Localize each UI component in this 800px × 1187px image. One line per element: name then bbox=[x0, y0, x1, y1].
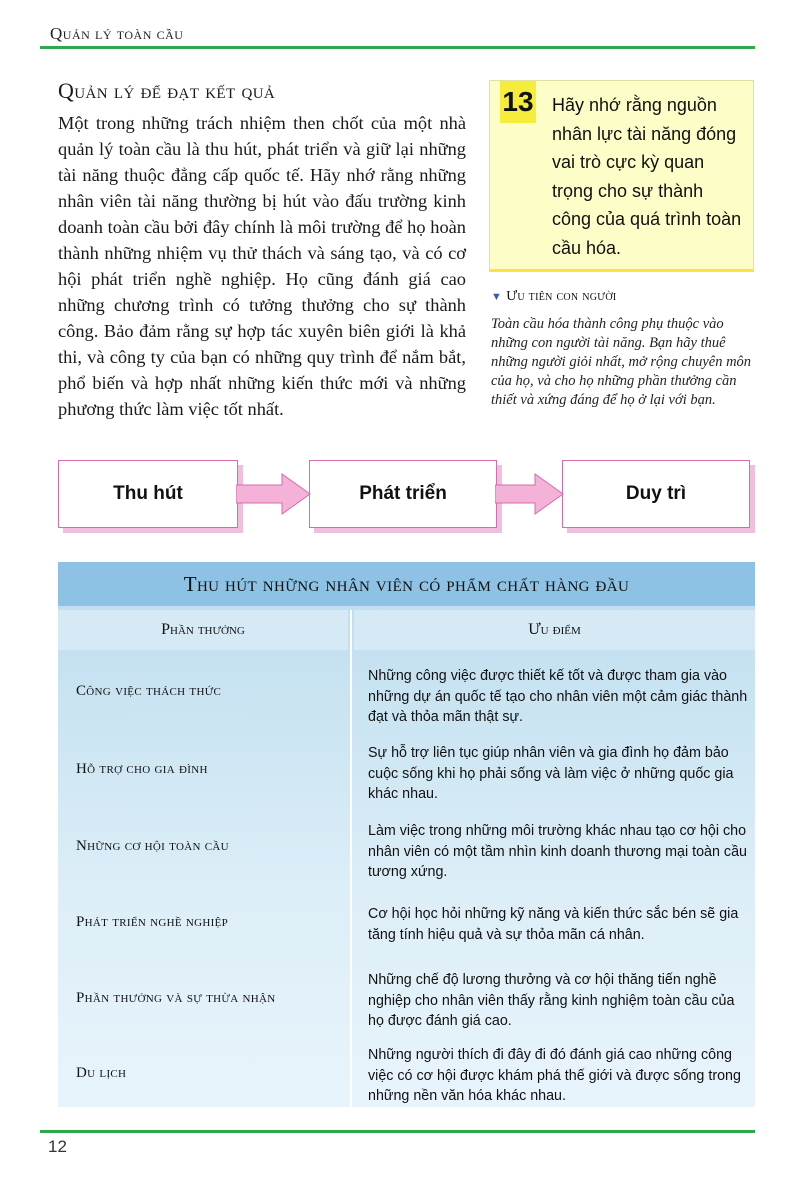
column-divider bbox=[350, 610, 352, 1107]
flow-step-retain: Duy trì bbox=[562, 460, 750, 528]
caption-title-text: Ưu tiên con người bbox=[506, 289, 617, 304]
flow-step-attract: Thu hút bbox=[58, 460, 238, 528]
table-row-reward: Du lịch bbox=[76, 1065, 127, 1081]
running-header: Quản lý toàn cầu bbox=[50, 24, 184, 43]
tip-box bbox=[489, 80, 754, 272]
caption-title bbox=[491, 289, 617, 305]
table-title: Thu hút những nhân viên có phẩm chất hàng đầu bbox=[58, 562, 755, 606]
table-row-benefit: Những người thích đi đây đi đó đánh giá cao những công việc có cơ hội được khám phá thế giới và được sống trong những nền văn hóa khác nhau. bbox=[368, 1047, 741, 1104]
table-row-reward: Phát triển nghề nghiệp bbox=[76, 914, 229, 930]
table-row-benefit: Làm việc trong những môi trường khác nhau tạo cơ hội cho nhân viên có một tầm nhìn kinh doanh thương mại toàn cầu tương xứng. bbox=[368, 823, 747, 880]
table-row-benefit: Những công việc được thiết kế tốt và được tham gia vào những dự án quốc tế tạo cho nhân viên một cảm giác thành đạt và thỏa mãn thật sự. bbox=[368, 668, 748, 725]
footer-rule bbox=[40, 1130, 755, 1133]
tip-number: 13 bbox=[500, 81, 536, 123]
arrow-right-icon bbox=[495, 472, 565, 516]
table-row-benefit: Sự hỗ trợ liên tục giúp nhân viên và gia đình họ đảm bảo cuộc sống khi họ phải sống và làm việc ở những quốc gia khác nhau. bbox=[368, 745, 734, 802]
page-number: 12 bbox=[48, 1137, 67, 1156]
column-header-reward: Phần thưởng bbox=[58, 610, 348, 650]
header-rule bbox=[40, 46, 755, 49]
table-row-reward: Những cơ hội toàn cầu bbox=[76, 838, 229, 854]
triangle-down-icon: ▼ bbox=[491, 291, 503, 303]
table-row-reward: Phần thưởng và sự thừa nhận bbox=[76, 990, 276, 1006]
flow-step-develop: Phát triển bbox=[309, 460, 497, 528]
arrow-right-icon bbox=[236, 472, 312, 516]
caption-text: Toàn cầu hóa thành công phụ thuộc vào những con người tài năng. Bạn hãy thuê những người giỏi nhất, mở rộng chuyên môn của họ, và cho họ những phần thưởng cần thiết và xứng đáng để họ ở lại với bạn. bbox=[491, 316, 752, 408]
column-header-benefit: Ưu điểm bbox=[354, 610, 755, 650]
table-row-benefit: Những chế độ lương thưởng và cơ hội thăng tiến nghề nghiệp cho nhân viên thấy rằng kinh nghiệm toàn cầu của họ được đánh giá cao. bbox=[368, 972, 735, 1029]
section-heading: Quản lý để đạt kết quả bbox=[58, 78, 276, 103]
table-row-reward: Công việc thách thức bbox=[76, 683, 222, 699]
body-paragraph: Một trong những trách nhiệm then chốt của một nhà quản lý toàn cầu là thu hút, phát triển và giữ lại những tài năng thuộc đẳng cấp quốc tế. Hãy nhớ rằng những nhân viên tài năng thường bị hút vào đấu trường kinh doanh toàn cầu bởi đây chính là môi trường để họ hoàn thành những nhiệm vụ thử thách và sáng tạo, và có cơ hội phát triển nghề nghiệp. Họ cũng đánh giá cao những chương trình có tưởng thưởng cho sự thành công. Bảo đảm rằng sự hợp tác xuyên biên giới là khả thi, và công ty của bạn có những quy trình để nắm bắt, phổ biến và hợp nhất những kiến thức mới và những phương thức làm việc tốt nhất. bbox=[58, 113, 466, 419]
tip-text: Hãy nhớ rằng nguồn nhân lực tài năng đóng vai trò cực kỳ quan trọng cho sự thành công của quá trình toàn cầu hóa. bbox=[552, 95, 742, 258]
table-row-reward: Hỗ trợ cho gia đình bbox=[76, 761, 208, 777]
table-row-benefit: Cơ hội học hỏi những kỹ năng và kiến thức sắc bén sẽ gia tăng tính hiệu quả và sự thỏa mãn cá nhân. bbox=[368, 906, 739, 943]
rewards-table bbox=[58, 562, 755, 1107]
